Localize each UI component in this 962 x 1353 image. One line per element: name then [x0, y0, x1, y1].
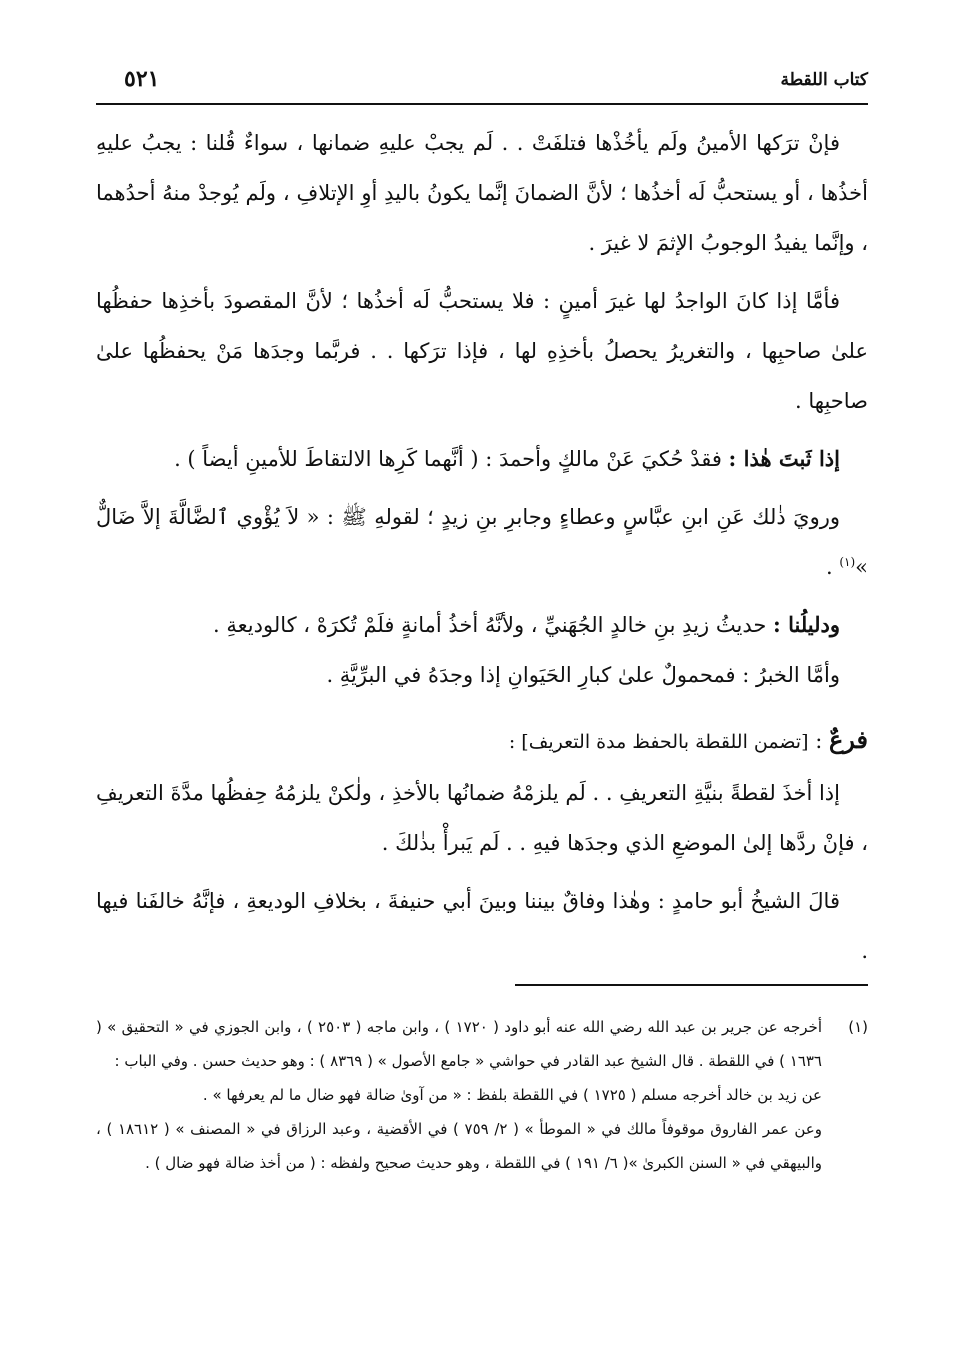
branch-text: [96, 768, 868, 976]
branch-label: فرعٌ: [828, 725, 868, 754]
footnote-1-paragraph-3: وعن عمر الفاروق موقوفاً مالك في « الموطأ » ( ٢/ ٧٥٩ ) في الأقضية ، وعبد الرزاق في « المصنف » ( ١٨٦١٢ ) ، والبيهقي في « السنن الكبرىٰ »( ٦/ ١٩١ ) في اللقطة ، وهو حديث صحيح ولفظه : ( من أخذ ضالة فهو ضال ) .: [96, 1120, 822, 1172]
footnotes: [96, 1010, 868, 1180]
paragraph-6: وأمَّا الخبرُ : فمحمولٌ علىٰ كبارِ الحَيَوانِ إذا وجدَهُ في البرِّيَّةِ .: [326, 663, 840, 687]
paragraph-3-lead: إذا ثَبتَ هٰذا :: [728, 446, 840, 471]
page-number: ٥٢١: [124, 66, 160, 92]
paragraph-7: إذا أخذَ لقطةً بنيَّةِ التعريفِ . . لَم يلزمْهُ ضمانُها بالأخذِ ، ولٰكنْ يلزمُهُ حِفظُها مدَّةَ التعريفِ ، فإنْ ردَّها إلىٰ الموضعِ الذي وجدَها فيهِ . . لَم يَبرأْ بذٰلكَ .: [96, 781, 868, 855]
footnote-number: (١): [848, 1018, 868, 1036]
paragraph-8: قالَ الشيخُ أبو حامدٍ : وهٰذا وفاقٌ بيننا وبينَ أبي حنيفةَ ، بخلافِ الوديعةِ ، فإنَّهُ خالفَنا فيها .: [96, 889, 868, 963]
footnote-divider: [515, 984, 868, 986]
paragraph-4-end: .: [825, 555, 840, 579]
branch-heading: [96, 717, 868, 765]
footnote-1-paragraph-2: عن زيد بن خالد أخرجه مسلم ( ١٧٢٥ ) في اللقطة بلفظ : « من آوىٰ ضالة فهو ضال ما لم يعرفها » .: [202, 1086, 822, 1104]
main-text: [96, 118, 868, 700]
paragraph-3: [96, 434, 868, 484]
running-title: كتاب اللقطة: [780, 70, 868, 90]
page-header: [96, 66, 868, 106]
footnote-1: [96, 1010, 868, 1078]
paragraph-5-text: حديثُ زيدِ بنِ خالدٍ الجُهَنيِّ ، ولأنَّهُ أخذُ أمانةٍ فلَمْ تُكرَهْ ، كالوديعةِ .: [213, 613, 774, 637]
branch-subtitle: [تضمن اللقطة بالحفظ مدة التعريف] :: [508, 731, 809, 753]
branch-colon: :: [808, 729, 829, 753]
footnote-1-text: أخرجه عن جرير بن عبد الله رضي الله عنه أبو داود ( ١٧٢٠ ) ، وابن ماجه ( ٢٥٠٣ ) ، وابن الجوزي في « التحقيق » ( ١٦٣٦ ) في اللقطة . قال الشيخ عبد القادر في حواشي « جامع الأصول » ( ٨٣٦٩ ) : وهو حديث حسن . وفي الباب :: [96, 1018, 823, 1070]
paragraph-4-text: ورويَ ذٰلك عَنِ ابنِ عبَّاسٍ وعطاءٍ وجابرِ بنِ زيدٍ ؛ لقولهِ ﷺ : « لاَ يُؤْوي ٱلضَّالَّةَ إلاَّ ضَالٌّ »: [96, 505, 868, 579]
paragraph-1: فإنْ ترَكها الأمينُ ولَم يأخُذْها فتلفَتْ . . لَم يجبْ عليهِ ضمانها ، سواءٌ قُلنا : يجبُ عليهِ أخذُها ، أو يستحبُّ لَه أخذُها ؛ لأنَّ الضمانَ إنَّما يكونُ باليدِ أوِ الإتلافِ ، ولَم يُوجدْ منهُ أحدُهما ، وإنَّما يفيدُ الوجوبُ الإثمَ لا غيرَ .: [96, 131, 868, 255]
paragraph-3-text: فقدْ حُكيَ عَنْ مالكٍ وأحمدَ : ( أنَّهما كَرِها الالتقاطَ للأمينِ أيضاً ) .: [174, 447, 729, 471]
paragraph-5-lead: ودليلُنا :: [773, 612, 840, 637]
paragraph-5: [96, 600, 868, 650]
paragraph-2: فأمَّا إذا كانَ الواجدُ لها غيرَ أمينٍ : فلا يستحبُّ لَه أخذُها ؛ لأنَّ المقصودَ بأخذِها حفظُها علىٰ صاحبِها ، والتغريرُ يحصلُ بأخذِهِ لها ، فإذا ترَكها . . فربَّما وجدَها مَنْ يحفظُها علىٰ صاحبِها .: [96, 289, 868, 413]
paragraph-4: [96, 492, 868, 592]
header-divider: [96, 103, 868, 105]
footnote-reference: (١): [839, 555, 856, 569]
